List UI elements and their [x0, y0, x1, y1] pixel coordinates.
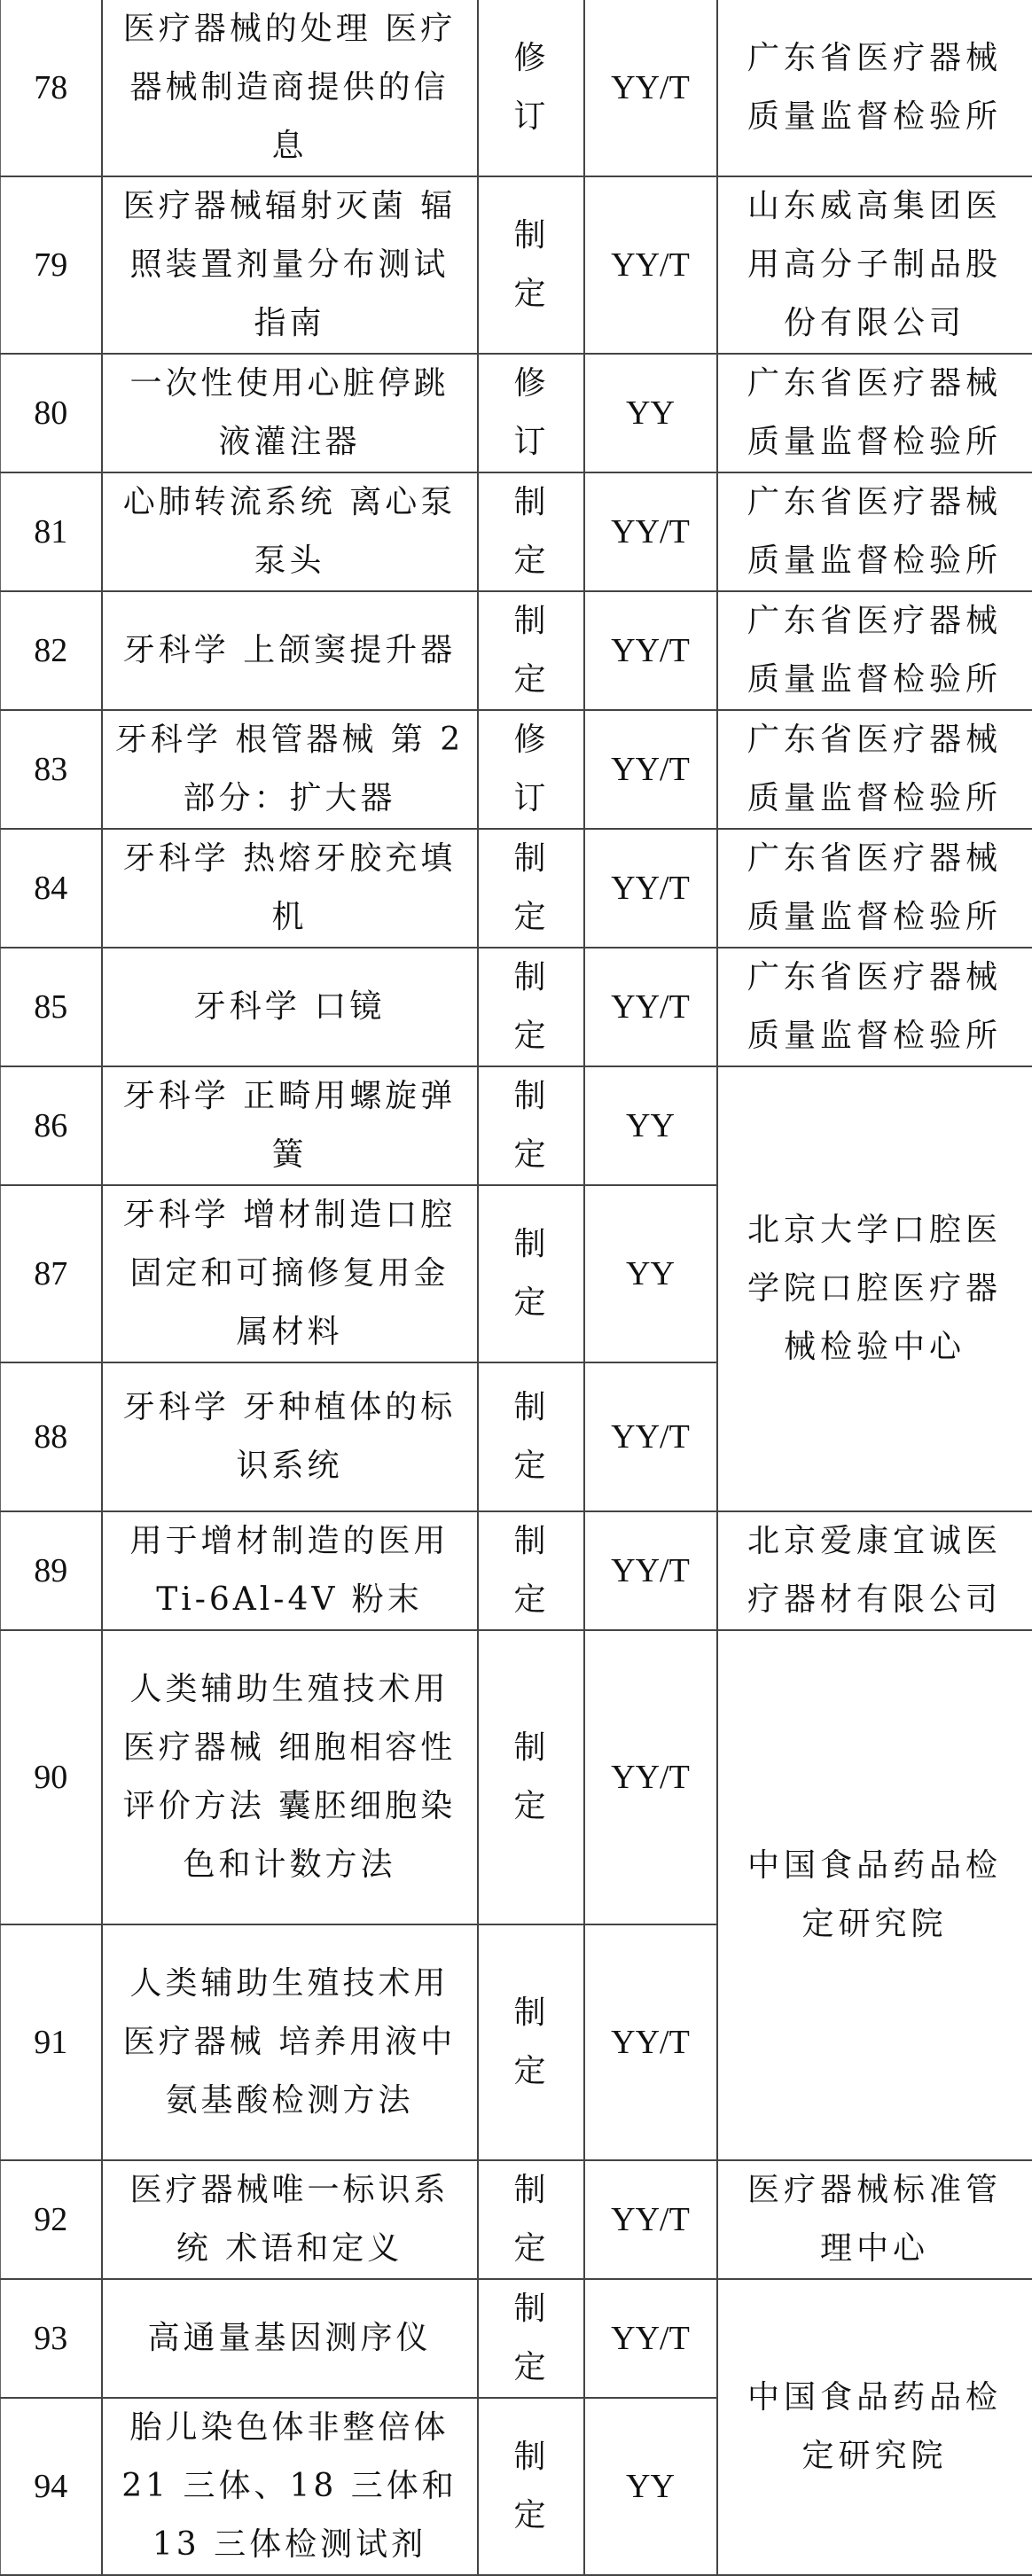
row-number: 91: [1, 1924, 102, 2160]
standard-code: YY/T: [584, 0, 717, 176]
drafting-organization: 广东省医疗器械质量监督检验所: [717, 710, 1032, 829]
table-row: [1, 1511, 1032, 1630]
revision-type: 制定: [478, 1362, 584, 1511]
standard-name: 胎儿染色体非整倍体 21 三体、18 三体和 13 三体检测试剂: [102, 2398, 478, 2575]
row-number: 82: [1, 591, 102, 710]
table-row: [1, 1066, 1032, 1185]
table-row: [1, 591, 1032, 710]
revision-type: 制定: [478, 1630, 584, 1924]
standard-code: YY/T: [584, 1924, 717, 2160]
drafting-organization: 广东省医疗器械质量监督检验所: [717, 354, 1032, 472]
revision-type: 制定: [478, 2279, 584, 2398]
drafting-organization: 中国食品药品检定研究院: [717, 2279, 1032, 2575]
standard-code: YY: [584, 1066, 717, 1185]
row-number: 87: [1, 1185, 102, 1362]
table-row: [1, 2160, 1032, 2279]
row-number: 94: [1, 2398, 102, 2575]
standard-name: 牙科学 热熔牙胶充填机: [102, 829, 478, 948]
table-row: [1, 0, 1032, 176]
standard-code: YY/T: [584, 948, 717, 1066]
table-row: [1, 948, 1032, 1066]
row-number: 79: [1, 176, 102, 354]
drafting-organization: 中国食品药品检定研究院: [717, 1630, 1032, 2160]
row-number: 92: [1, 2160, 102, 2279]
drafting-organization: 广东省医疗器械质量监督检验所: [717, 591, 1032, 710]
revision-type: 制定: [478, 1924, 584, 2160]
drafting-organization: 医疗器械标准管理中心: [717, 2160, 1032, 2279]
row-number: 88: [1, 1362, 102, 1511]
standard-name: 人类辅助生殖技术用医疗器械 培养用液中氨基酸检测方法: [102, 1924, 478, 2160]
standard-code: YY/T: [584, 472, 717, 591]
revision-type: 制定: [478, 472, 584, 591]
revision-type: 制定: [478, 829, 584, 948]
standard-code: YY: [584, 1185, 717, 1362]
drafting-organization: 山东威高集团医用高分子制品股份有限公司: [717, 176, 1032, 354]
standard-name: 牙科学 根管器械 第 2 部分：扩大器: [102, 710, 478, 829]
standard-code: YY: [584, 354, 717, 472]
standard-name: 一次性使用心脏停跳液灌注器: [102, 354, 478, 472]
row-number: 89: [1, 1511, 102, 1630]
standard-name: 牙科学 口镜: [102, 948, 478, 1066]
row-number: 81: [1, 472, 102, 591]
row-number: 86: [1, 1066, 102, 1185]
drafting-organization: 北京爱康宜诚医疗器材有限公司: [717, 1511, 1032, 1630]
revision-type: 制定: [478, 2398, 584, 2575]
standard-code: YY/T: [584, 829, 717, 948]
table-row: [1, 829, 1032, 948]
revision-type: 制定: [478, 1066, 584, 1185]
drafting-organization: 北京大学口腔医学院口腔医疗器械检验中心: [717, 1066, 1032, 1511]
standard-name: 牙科学 上颌窦提升器: [102, 591, 478, 710]
drafting-organization: 广东省医疗器械质量监督检验所: [717, 948, 1032, 1066]
drafting-organization: 广东省医疗器械质量监督检验所: [717, 472, 1032, 591]
standard-name: 牙科学 牙种植体的标识系统: [102, 1362, 478, 1511]
row-number: 90: [1, 1630, 102, 1924]
standard-code: YY/T: [584, 710, 717, 829]
standard-code: YY/T: [584, 2279, 717, 2398]
row-number: 93: [1, 2279, 102, 2398]
table-row: [1, 2279, 1032, 2398]
row-number: 85: [1, 948, 102, 1066]
revision-type: 修订: [478, 710, 584, 829]
standard-name: 牙科学 增材制造口腔固定和可摘修复用金属材料: [102, 1185, 478, 1362]
row-number: 78: [1, 0, 102, 176]
table-row: [1, 1630, 1032, 1924]
revision-type: 制定: [478, 948, 584, 1066]
standard-name: 医疗器械辐射灭菌 辐照装置剂量分布测试指南: [102, 176, 478, 354]
row-number: 83: [1, 710, 102, 829]
standard-code: YY/T: [584, 591, 717, 710]
standard-code: YY/T: [584, 176, 717, 354]
table-row: [1, 472, 1032, 591]
standard-code: YY/T: [584, 2160, 717, 2279]
standard-name: 人类辅助生殖技术用医疗器械 细胞相容性评价方法 囊胚细胞染色和计数方法: [102, 1630, 478, 1924]
table-row: [1, 354, 1032, 472]
row-number: 84: [1, 829, 102, 948]
standard-name: 医疗器械唯一标识系统 术语和定义: [102, 2160, 478, 2279]
revision-type: 制定: [478, 1511, 584, 1630]
standard-name: 医疗器械的处理 医疗器械制造商提供的信息: [102, 0, 478, 176]
standard-name: 用于增材制造的医用 Ti-6Al-4V 粉末: [102, 1511, 478, 1630]
revision-type: 修订: [478, 0, 584, 176]
standard-name: 牙科学 正畸用螺旋弹簧: [102, 1066, 478, 1185]
revision-type: 制定: [478, 591, 584, 710]
standard-code: YY/T: [584, 1630, 717, 1924]
standard-name: 心肺转流系统 离心泵泵头: [102, 472, 478, 591]
row-number: 80: [1, 354, 102, 472]
revision-type: 制定: [478, 176, 584, 354]
revision-type: 制定: [478, 1185, 584, 1362]
standard-name: 高通量基因测序仪: [102, 2279, 478, 2398]
standard-code: YY/T: [584, 1362, 717, 1511]
table-row: [1, 710, 1032, 829]
standard-code: YY/T: [584, 1511, 717, 1630]
table-row: [1, 176, 1032, 354]
revision-type: 修订: [478, 354, 584, 472]
drafting-organization: 广东省医疗器械质量监督检验所: [717, 0, 1032, 176]
drafting-organization: 广东省医疗器械质量监督检验所: [717, 829, 1032, 948]
standard-code: YY: [584, 2398, 717, 2575]
revision-type: 制定: [478, 2160, 584, 2279]
